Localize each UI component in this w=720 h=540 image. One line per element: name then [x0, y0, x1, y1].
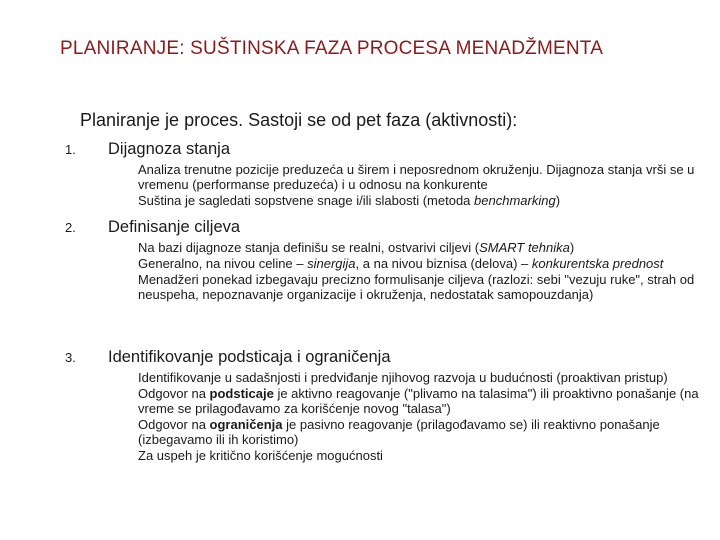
- list-item: [105, 417, 705, 447]
- item-text: Na bazi dijagnoze stanja definišu se realni, ostvarivi ciljevi (: [138, 240, 480, 255]
- list-item: [105, 256, 705, 271]
- list-item: [105, 370, 705, 385]
- item-text: Generalno, na nivou celine –: [138, 256, 308, 271]
- section-heading: Identifikovanje podsticaja i ograničenja: [108, 348, 391, 366]
- item-emphasis: SMART tehnika: [479, 240, 570, 255]
- section-number: 2.: [65, 220, 76, 235]
- intro-text: Planiranje je proces. Sastoji se od pet faza (aktivnosti):: [80, 110, 518, 130]
- item-text: Suština je sagledati sopstvene snage i/ili slabosti (metoda: [138, 193, 475, 208]
- list-item: [105, 193, 705, 208]
- item-text: Menadžeri ponekad izbegavaju precizno formulisanje ciljeva (razlozi: sebi "vezuju ruke", strah od neuspeha, nepoznavanje organizacije i okruženja, nedostatak samopouzdanja): [138, 272, 695, 302]
- item-text: Odgovor na: [138, 417, 210, 432]
- list-item: [105, 162, 705, 192]
- item-emphasis: ograničenja: [209, 417, 283, 432]
- section-heading: Definisanje ciljeva: [108, 218, 241, 236]
- item-emphasis: konkurentska prednost: [531, 256, 664, 271]
- item-text: ): [555, 193, 561, 208]
- item-emphasis: podsticaje: [209, 386, 274, 401]
- item-text: ): [569, 240, 575, 255]
- section-heading: Dijagnoza stanja: [108, 140, 230, 158]
- section-number: 3.: [65, 350, 76, 365]
- list-item: [105, 272, 705, 302]
- section-number: 1.: [65, 142, 76, 157]
- list-item: [105, 448, 705, 463]
- item-text: Analiza trenutne pozicije preduzeća u širem i neposrednom okruženju. Dijagnoza stanja vrši se u vremenu (performanse preduzeća) i u odnosu na konkurente: [138, 162, 695, 192]
- item-text: Za uspeh je kritično korišćenje mogućnosti: [138, 448, 383, 463]
- item-text: je pasivno reagovanje (prilagođavamo se) ili reaktivno ponašanje (izbegavamo ili ih koristimo): [138, 417, 660, 447]
- item-text: Odgovor na: [138, 386, 210, 401]
- item-emphasis: benchmarking: [474, 193, 556, 208]
- slide-title: PLANIRANJE: SUŠTINSKA FAZA PROCESA MENADŽMENTA: [60, 38, 604, 59]
- item-text: , a na nivou biznisa (delova) –: [355, 256, 532, 271]
- item-text: je aktivno reagovanje ("plivamo na talasima") ili proaktivno ponašanje (na vreme se prilagođavamo za korišćenje novog "talasa"): [138, 386, 699, 416]
- item-text: Identifikovanje u sadašnjosti i predviđanje njihovog razvoja u budućnosti (proaktivan pristup): [138, 370, 668, 385]
- item-emphasis: sinergija: [307, 256, 356, 271]
- list-item: [105, 240, 705, 255]
- list-item: [105, 386, 705, 416]
